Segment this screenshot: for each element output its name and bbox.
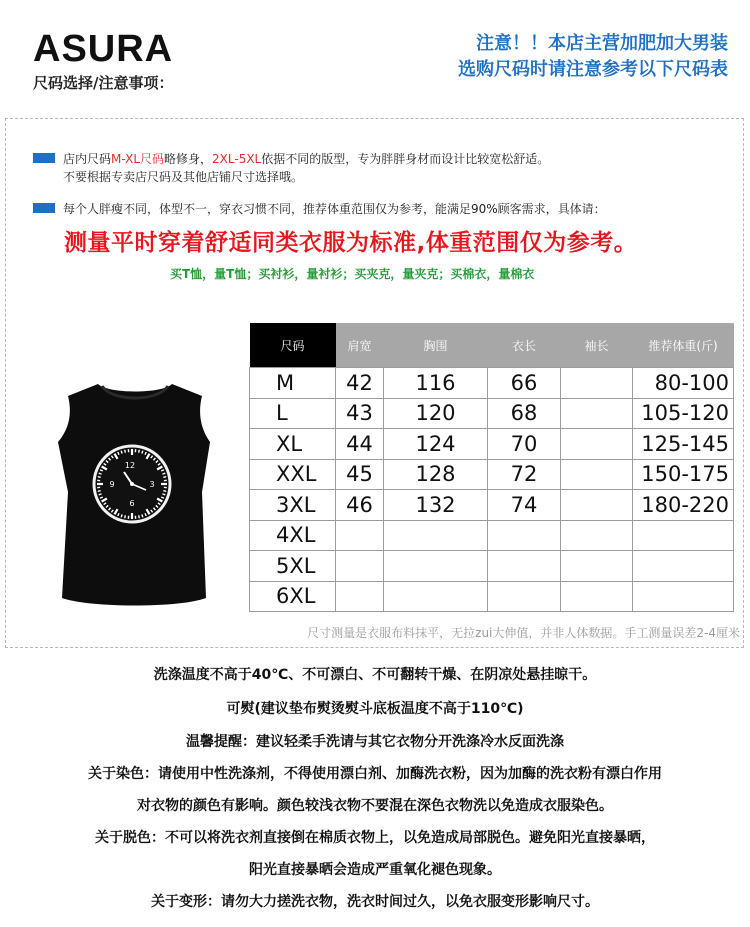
measure-cell: 105-120	[633, 398, 734, 429]
measure-cell	[336, 551, 384, 582]
clock-number: 3	[149, 480, 155, 489]
size-label-cell: M	[250, 368, 336, 399]
measure-cell	[561, 551, 633, 582]
table-row	[250, 429, 734, 460]
fit-note: 每个人胖瘦不同，体型不一，穿衣习惯不同，推荐体重范围仅为参考，能满足90%顾客需求，具体请：	[63, 202, 606, 216]
measure-cell	[561, 581, 633, 612]
measure-cell	[561, 490, 633, 521]
size-label-cell: L	[250, 398, 336, 429]
note-text: 店内尺码	[63, 152, 112, 166]
measure-examples: 买T恤，量T恤；买衬衫，量衬衫；买夹克，量夹克；买棉衣，量棉衣	[170, 267, 535, 281]
table-row	[250, 459, 734, 490]
measure-cell: 150-175	[633, 459, 734, 490]
clock-number: 12	[124, 461, 136, 470]
size-label-cell: XXL	[250, 459, 336, 490]
note-highlight: 2XL-5XL	[212, 152, 262, 166]
header-cell: 推荐体重(斤)	[633, 323, 734, 368]
measure-cell: 66	[488, 368, 561, 399]
measure-cell	[384, 520, 488, 551]
table-row	[250, 551, 734, 582]
table-row	[250, 490, 734, 521]
store-notice	[458, 31, 728, 83]
measure-cell	[633, 520, 734, 551]
care-line: 可熨(建议垫布熨烫熨斗底板温度不高于110℃)	[226, 701, 524, 717]
measure-tip: 测量平时穿着舒适同类衣服为标准,体重范围仅为参考。	[64, 230, 638, 256]
measure-cell: 116	[384, 368, 488, 399]
note-text: 依据不同的版型，专为胖胖身材而设计比较宽松舒适。	[261, 152, 550, 166]
measure-cell: 44	[336, 429, 384, 460]
measure-cell	[384, 581, 488, 612]
care-line: 关于脱色：不可以将洗衣剂直接倒在棉质衣物上，以免造成局部脱色。避免阳光直接暴晒，	[95, 830, 655, 846]
note-highlight: M-XL尺码	[111, 152, 165, 166]
measure-cell: 128	[384, 459, 488, 490]
brand-logo: ASURA	[33, 28, 174, 70]
measure-cell: 132	[384, 490, 488, 521]
care-line: 对衣物的颜色有影响。颜色较浅衣物不要混在深色衣物洗以免造成衣服染色。	[137, 798, 613, 814]
measure-cell: 120	[384, 398, 488, 429]
measure-cell: 43	[336, 398, 384, 429]
header-cell: 袖长	[561, 323, 633, 368]
measure-cell	[561, 429, 633, 460]
bullet-marker	[33, 153, 55, 163]
table-header-row	[250, 323, 734, 368]
bullet-marker	[33, 203, 55, 213]
size-label-cell: XL	[250, 429, 336, 460]
table-row	[250, 520, 734, 551]
size-label-cell: 5XL	[250, 551, 336, 582]
note-text: 不要根据专卖店尺码及其他店铺尺寸选择哦。	[63, 170, 304, 184]
notice-line: 选购尺码时请注意参考以下尺码表	[458, 59, 728, 80]
size-note	[63, 150, 549, 186]
measure-cell: 70	[488, 429, 561, 460]
measure-cell: 68	[488, 398, 561, 429]
measure-cell: 124	[384, 429, 488, 460]
measure-cell	[561, 459, 633, 490]
measure-cell	[336, 520, 384, 551]
header-cell: 尺码	[250, 323, 336, 368]
size-label-cell: 6XL	[250, 581, 336, 612]
measure-cell	[488, 520, 561, 551]
measure-cell: 74	[488, 490, 561, 521]
header-cell: 胸围	[384, 323, 488, 368]
product-shirt-image	[40, 372, 230, 612]
care-line: 关于染色：请使用中性洗涤剂，不得使用漂白剂、加酶洗衣粉，因为加酶的洗衣粉有漂白作用	[88, 766, 662, 782]
page-subtitle: 尺码选择/注意事项：	[33, 74, 174, 92]
measure-cell: 46	[336, 490, 384, 521]
measure-cell	[561, 398, 633, 429]
header-cell: 肩宽	[336, 323, 384, 368]
size-label-cell: 4XL	[250, 520, 336, 551]
table-row	[250, 368, 734, 399]
clock-number: 9	[109, 480, 115, 489]
care-line: 温馨提醒：建议轻柔手洗请与其它衣物分开洗涤冷水反面洗涤	[186, 734, 564, 750]
measure-cell: 72	[488, 459, 561, 490]
table-row	[250, 581, 734, 612]
care-line: 阳光直接暴晒会造成严重氧化褪色现象。	[249, 862, 501, 878]
measure-cell	[488, 581, 561, 612]
measure-cell	[561, 368, 633, 399]
measure-cell: 42	[336, 368, 384, 399]
measurement-note: 尺寸测量是衣服布料抹平，无拉zui大伸值，并非人体数据。手工测量误差2-4厘米	[307, 626, 740, 640]
measure-cell	[633, 551, 734, 582]
notice-line: 注意！！本店主营加肥加大男装	[476, 33, 728, 54]
measure-cell	[384, 551, 488, 582]
table-row	[250, 398, 734, 429]
note-text: 略修身，	[164, 152, 213, 166]
care-line: 洗涤温度不高于40℃、不可漂白、不可翻转干燥、在阴凉处悬挂晾干。	[153, 667, 597, 683]
measure-cell: 125-145	[633, 429, 734, 460]
size-chart-table	[249, 323, 734, 612]
measure-cell: 45	[336, 459, 384, 490]
care-line: 关于变形：请勿大力搓洗衣物，洗衣时间过久，以免衣服变形影响尺寸。	[151, 894, 599, 910]
header-cell: 衣长	[488, 323, 561, 368]
measure-cell	[561, 520, 633, 551]
measure-cell: 80-100	[633, 368, 734, 399]
measure-cell	[336, 581, 384, 612]
measure-cell	[633, 581, 734, 612]
measure-cell: 180-220	[633, 490, 734, 521]
size-label-cell: 3XL	[250, 490, 336, 521]
clock-number: 6	[129, 499, 135, 508]
measure-cell	[488, 551, 561, 582]
